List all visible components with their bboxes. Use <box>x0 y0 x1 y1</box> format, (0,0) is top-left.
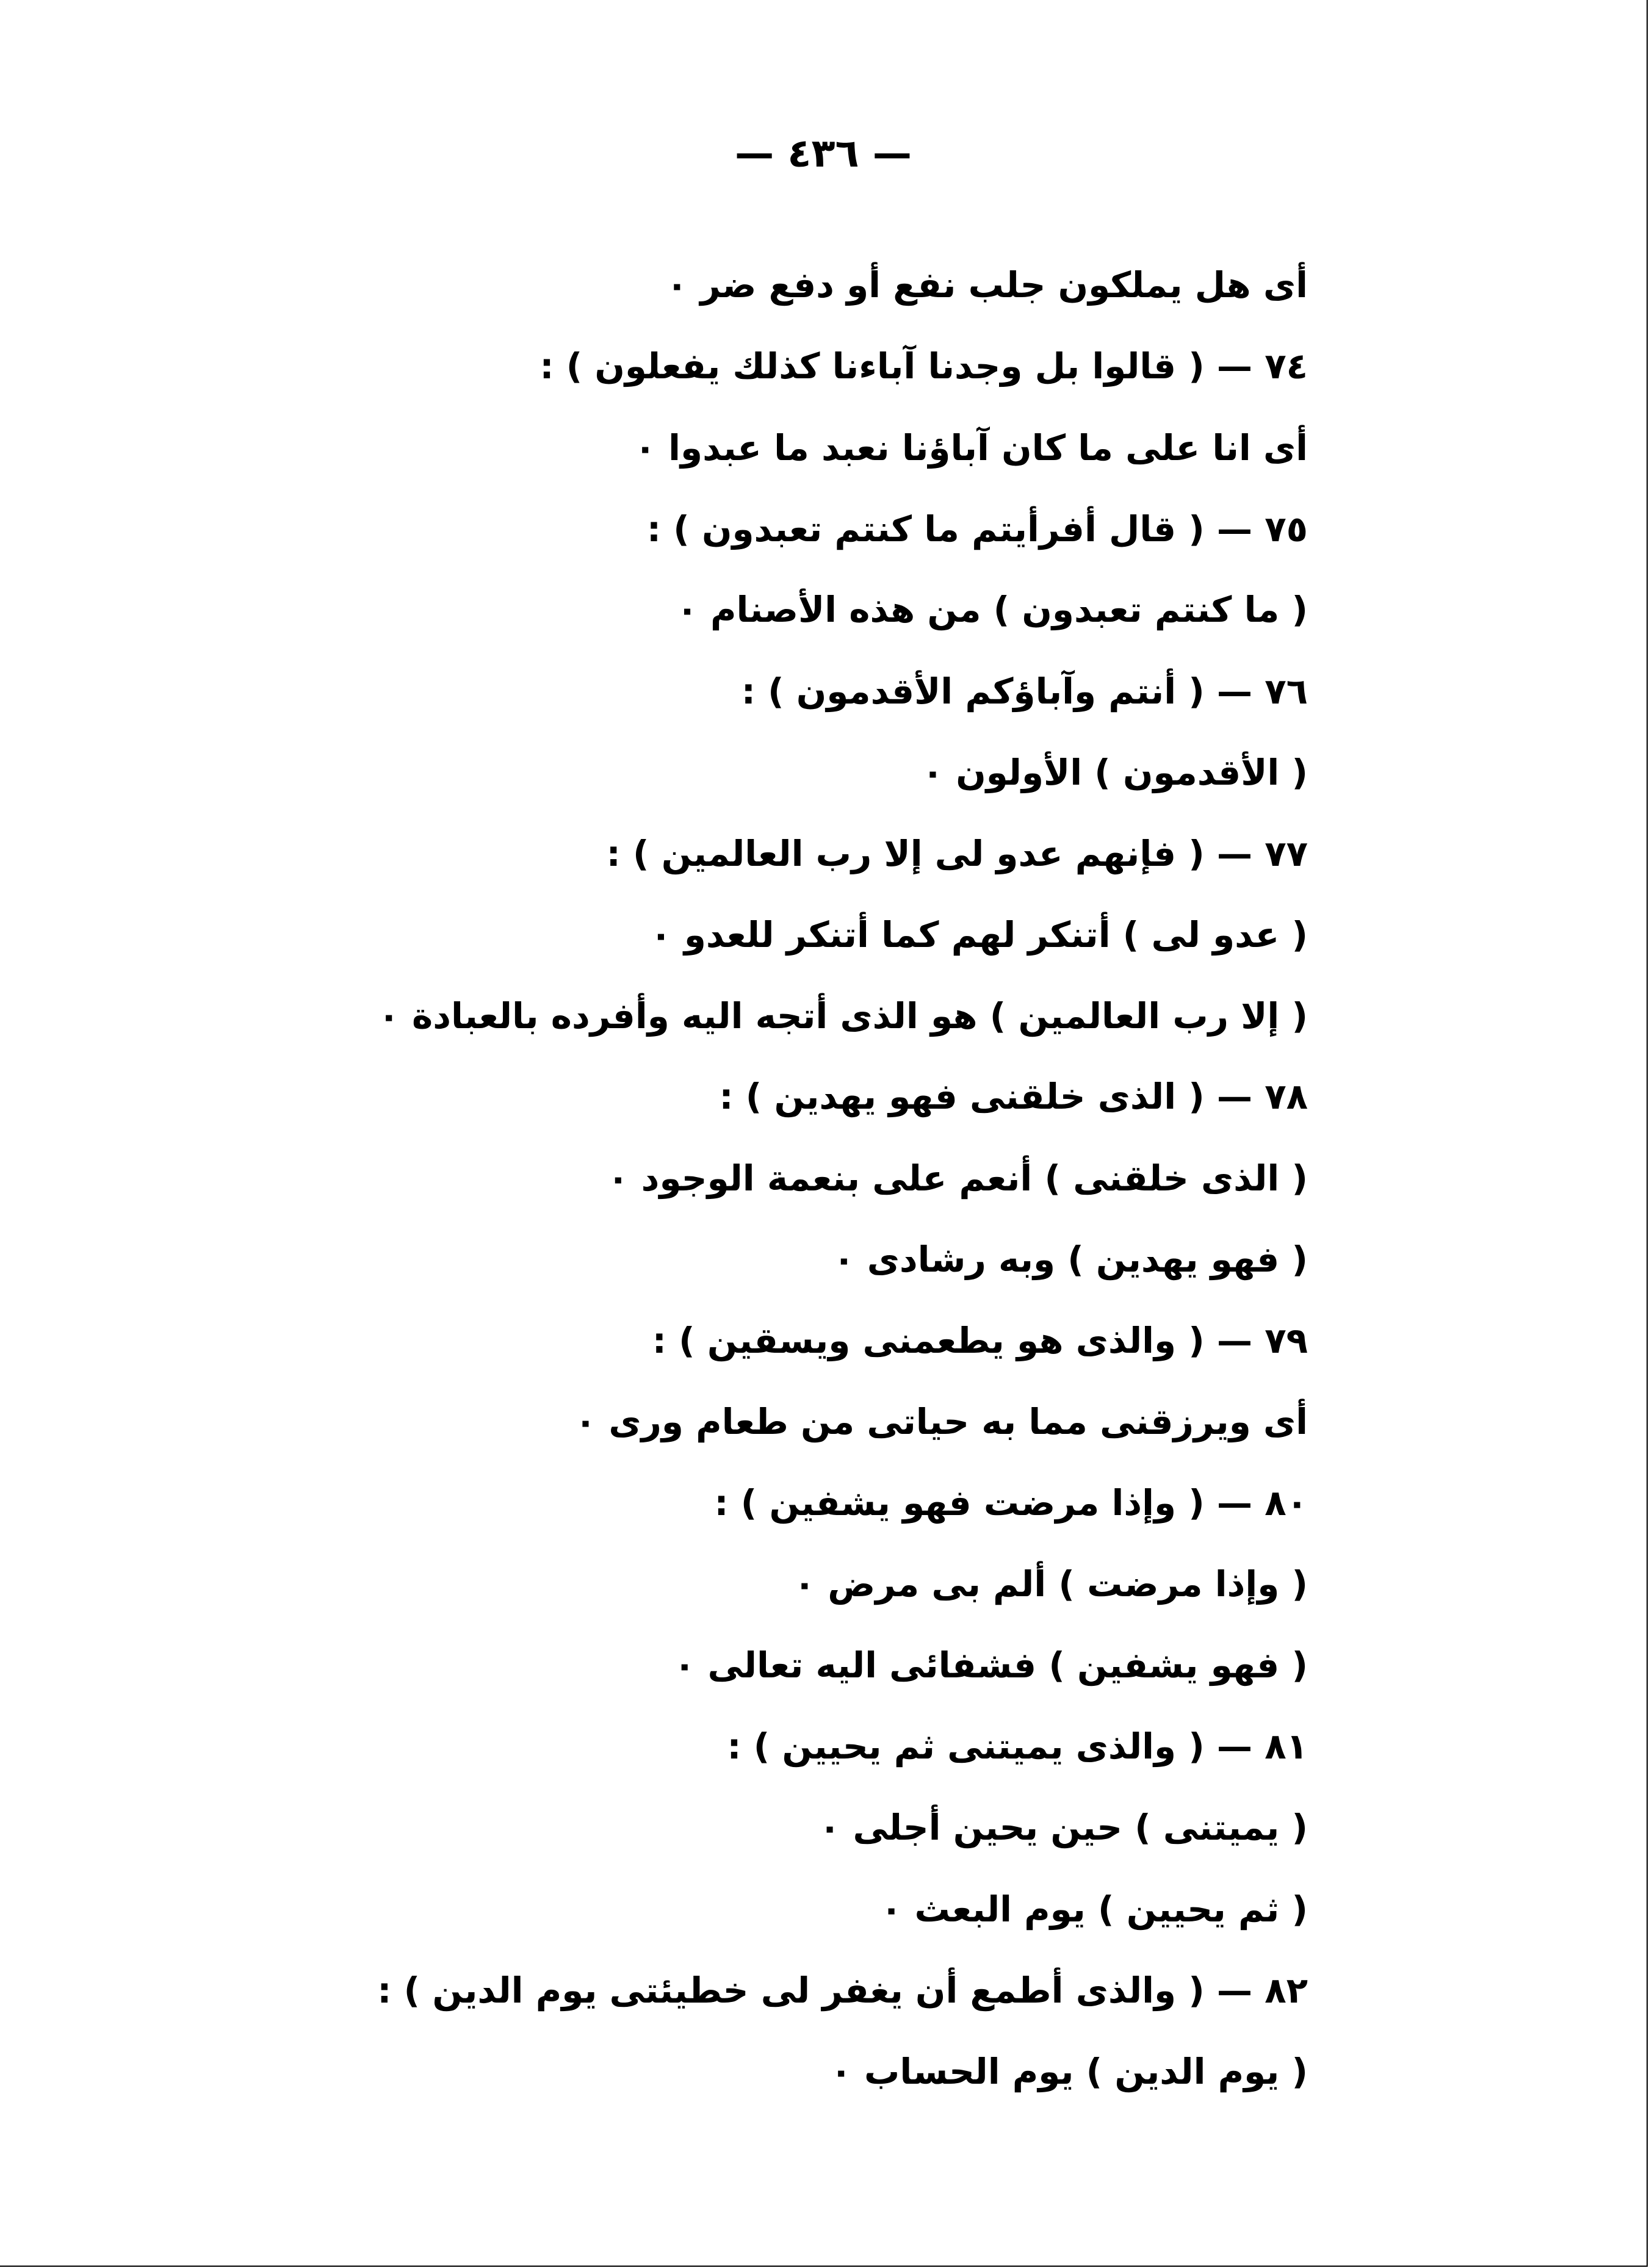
page-number: — ٤٣٦ — <box>735 131 912 176</box>
text-line: ٨٢ — ( والذى أطمع أن يغفر لى خطيئتى يوم الدين ) : <box>377 1970 1308 2011</box>
text-line: ٧٤ — ( قالوا بل وجدنا آباءنا كذلك يفعلون ) : <box>539 345 1308 387</box>
text-line: ( فهو يهدين ) وبه رشادى ٠ <box>833 1239 1308 1280</box>
text-line: ( فهو يشفين ) فشفائى اليه تعالى ٠ <box>673 1644 1308 1686</box>
text-line: ٨٠ — ( وإذا مرضت فهو يشفين ) : <box>714 1482 1308 1524</box>
text-line: ( يميتنى ) حين يحين أجلى ٠ <box>818 1807 1308 1848</box>
text-line: ٧٦ — ( أنتم وآباؤكم الأقدمون ) : <box>741 671 1308 712</box>
text-line: ( إلا رب العالمين ) هو الذى أتجه اليه وأفرده بالعبادة ٠ <box>378 995 1308 1037</box>
text-line: ( ما كنتم تعبدون ) من هذه الأصنام ٠ <box>676 589 1308 630</box>
text-line: ٧٩ — ( والذى هو يطعمنى ويسقين ) : <box>652 1320 1308 1361</box>
text-line: ( ثم يحيين ) يوم البعث ٠ <box>880 1888 1308 1930</box>
text-line: ٧٧ — ( فإنهم عدو لى إلا رب العالمين ) : <box>606 833 1308 874</box>
text-line: ( يوم الدين ) يوم الحساب ٠ <box>830 2051 1308 2092</box>
text-line: أى هل يملكون جلب نفع أو دفع ضر ٠ <box>666 264 1308 306</box>
text-line: ٧٨ — ( الذى خلقنى فهو يهدين ) : <box>719 1076 1308 1117</box>
text-line: ( عدو لى ) أتنكر لهم كما أتنكر للعدو ٠ <box>650 914 1308 956</box>
text-line: ( الذى خلقنى ) أنعم على بنعمة الوجود ٠ <box>607 1157 1308 1199</box>
text-line: ( وإذا مرضت ) ألم بى مرض ٠ <box>793 1563 1308 1605</box>
text-line: ٧٥ — ( قال أفرأيتم ما كنتم تعبدون ) : <box>646 508 1308 550</box>
text-line: ( الأقدمون ) الأولون ٠ <box>922 752 1308 793</box>
text-line: أى انا على ما كان آباؤنا نعبد ما عبدوا ٠ <box>634 427 1308 469</box>
text-line: ٨١ — ( والذى يميتنى ثم يحيين ) : <box>727 1726 1308 1767</box>
text-line: أى ويرزقنى مما به حياتى من طعام ورى ٠ <box>574 1401 1308 1442</box>
